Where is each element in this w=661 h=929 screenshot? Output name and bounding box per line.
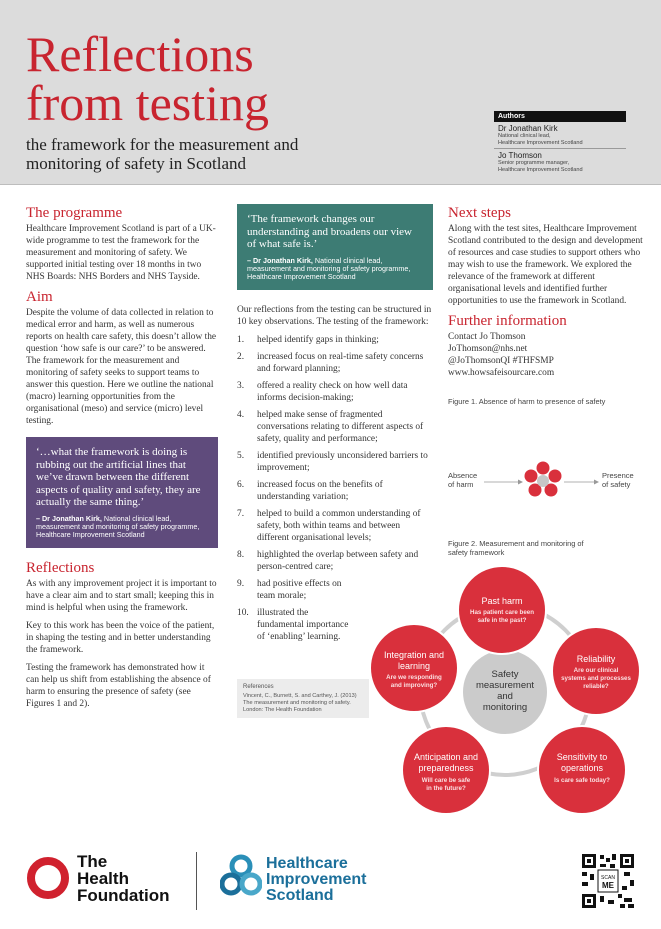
figure2-diagram: [360, 540, 661, 815]
dimension-title: preparedness: [418, 763, 474, 773]
figure1-arrowhead-right: [594, 480, 599, 485]
observation-text: highlighted the overlap between safety and person-centred care;: [257, 550, 419, 573]
quote-attribution: [247, 257, 423, 282]
observation-item: [237, 409, 433, 445]
reflections-paragraph: As with any improvement project it is important to have a clear aim and to start small; keeping this in mind is helpful when using the framework.: [26, 579, 217, 614]
references-text: Vincent, C., Burnett, S. and Carthey, J. (2013) The measurement and monitoring of safety. London: The Health Foundation: [243, 692, 357, 713]
figure1-left-label: of harm: [448, 480, 474, 489]
contact-email[interactable]: JoThomson@nhs.net: [448, 344, 528, 354]
dimension-anticipation: [402, 726, 490, 814]
figure2-caption: Figure 2. Measurement and monitoring of: [448, 540, 584, 548]
observation-number: 4.: [237, 410, 245, 421]
observation-number: 7.: [237, 509, 245, 520]
observation-number: 10.: [237, 608, 249, 619]
dimension-reliability: [552, 627, 640, 715]
dimension-question: Will care be safe: [421, 777, 471, 784]
contact-website[interactable]: www.howsafeisourcare.com: [448, 368, 555, 378]
his-line: Scotland: [266, 887, 334, 904]
dimension-question: and improving?: [390, 682, 438, 689]
contact-twitter[interactable]: @JoThomsonQI #THFSMP: [448, 356, 554, 366]
figure1-petal: [525, 470, 538, 483]
further-info-heading: Further information: [448, 313, 567, 329]
quote-box-kirk: [26, 437, 218, 548]
dimension-past-harm: [458, 566, 546, 654]
observation-number: 2.: [237, 352, 245, 363]
dimension-question: in the future?: [426, 785, 466, 792]
authors-heading: Authors: [494, 111, 626, 122]
references-heading: References: [243, 684, 274, 691]
figure1-left-label: Absence: [448, 471, 478, 480]
dimension-title: operations: [560, 763, 604, 773]
author-role: National clinical lead,: [498, 133, 551, 139]
dimension-question: reliable?: [583, 683, 609, 690]
qr-code-icon[interactable]: [580, 852, 636, 910]
poster-title: [26, 26, 270, 131]
observation-text: helped to build a common understanding of safety, both within teams and between different organisational levels;: [257, 509, 421, 544]
author-name: Dr Jonathan Kirk: [498, 124, 558, 133]
dimension-question: Are our clinical: [573, 667, 619, 674]
authors-box: [494, 111, 626, 175]
programme-text: Healthcare Improvement Scotland is part of a UK-wide programme to test the framework for the measurement and monitoring of safety. We supported initial testing over 18 months in two NHS Boards: NHS Borders and NHS Tayside.: [26, 224, 216, 282]
author-role: Healthcare Improvement Scotland: [498, 139, 583, 146]
reflections-heading: Reflections: [26, 560, 95, 577]
observation-number: 5.: [237, 451, 245, 462]
figure1-diagram: [448, 452, 644, 512]
healthcare-improvement-scotland-logo-text: [266, 856, 366, 904]
observation-number: 1.: [237, 335, 245, 346]
health-foundation-logo-text: [77, 853, 170, 904]
left-column: [26, 205, 218, 716]
observation-number: 3.: [237, 381, 245, 392]
quote-text: ‘…what the framework is doing is rubbing out the artificial lines that we’ve drawn between the different aspects of quality and safety, they are actually the same thing.’: [36, 446, 201, 508]
observation-item: [237, 450, 433, 474]
observation-number: 9.: [237, 579, 245, 590]
references-box: [237, 679, 369, 718]
figure1-center: [537, 475, 549, 487]
programme-heading: The programme: [26, 205, 123, 221]
figure2-center-label: measurement: [475, 680, 535, 691]
observation-item: [237, 607, 355, 643]
observation-item: [237, 578, 347, 602]
poster-subtitle: the framework for the measurement and monitoring of safety in Scotland: [26, 135, 299, 173]
author-name: Jo Thomson: [498, 151, 542, 160]
next-steps-heading: Next steps: [448, 205, 511, 221]
hf-line: Foundation: [77, 886, 170, 905]
quote-author-role: National clinical lead, measurement and monitoring of safety programme, Healthcare Improvement Scotland: [36, 513, 200, 539]
figure2-center-label: Safety: [491, 669, 519, 680]
hf-line: Health: [77, 869, 129, 888]
observation-text: helped make sense of fragmented conversations relating to different aspects of safety, quality and performance;: [257, 410, 424, 445]
dimension-integration: [370, 624, 458, 712]
footer-divider: [196, 852, 197, 910]
figure1-arrowhead-left: [518, 480, 523, 485]
quote-box-top: [237, 204, 433, 290]
his-line: Improvement: [266, 871, 367, 888]
observation-number: 6.: [237, 480, 245, 491]
observation-text: increased focus on the benefits of understanding variation;: [257, 480, 383, 503]
his-line: Healthcare: [266, 855, 348, 872]
author-role: Senior programme manager,: [498, 160, 570, 166]
next-steps-text: Along with the test sites, Healthcare Improvement Scotland contributed to the design and development of resources and case studies to support others who may wish to use the framework. We explored the relevance of the framework at different organisational levels and identified further opportunities to use the framework in Scotland.: [448, 224, 643, 306]
contact-name: Contact Jo Thomson: [448, 332, 526, 342]
health-foundation-logo-icon: [26, 856, 70, 900]
aim-text: Despite the volume of data collected in relation to medical error and harm, as well as numerous reports on health care safety, this doesn’t allow the question ‘how safe is our care?’ to be answered. The framework for the measurement and monitoring of safety seeks to support teams to answer this question. Here we outline the national (macro) learning opportunities from the organisational (meso) and service (micro) level testing.: [26, 308, 217, 426]
qr-label: SCAN: [601, 875, 615, 881]
observation-item: [237, 380, 433, 404]
observation-text: identified previously unconsidered barriers to improvement;: [257, 451, 428, 474]
title-line-2: from testing: [26, 75, 270, 131]
dimension-question: Has patient care been: [470, 609, 534, 616]
figure2-caption: safety framework: [448, 548, 505, 557]
hf-line: The: [77, 852, 108, 871]
dimension-sensitivity: [538, 726, 626, 814]
observation-text: helped identify gaps in thinking;: [257, 335, 379, 346]
observation-item: [237, 334, 433, 346]
right-column: [448, 205, 644, 406]
dimension-title: Reliability: [576, 654, 616, 664]
quote-text: ‘The framework changes our understanding and broadens our view of what safe is.’: [247, 213, 412, 250]
figure1-right-label: of safety: [602, 480, 631, 489]
dimension-title: Sensitivity to: [556, 752, 608, 762]
observation-text: offered a reality check on how well data informs decision-making;: [257, 381, 408, 404]
header-banner: [0, 0, 661, 185]
observation-text: increased focus on real-time safety concerns and forward planning;: [257, 352, 424, 375]
dimension-question: Are we responding: [386, 674, 442, 681]
observation-text: had positive effects on team morale;: [257, 579, 342, 602]
observation-number: 8.: [237, 550, 245, 561]
dimension-title: Past harm: [481, 596, 523, 606]
figure1-right-label: Presence: [602, 471, 634, 480]
footer: [0, 838, 661, 929]
figure1-petal: [537, 462, 550, 475]
figure1-petal: [549, 470, 562, 483]
figure2-center-label: and: [497, 691, 513, 702]
reflections-paragraph: Key to this work has been the voice of the patient, in shaping the testing and in better understanding the framework.: [26, 621, 215, 656]
observations-intro: Our reflections from the testing can be structured in 10 key observations. The testing of the framework:: [237, 305, 432, 328]
title-line-1: Reflections: [26, 26, 254, 82]
author-role: Healthcare Improvement Scotland: [498, 166, 583, 173]
quote-author: – Dr Jonathan Kirk,: [247, 255, 313, 265]
aim-heading: Aim: [26, 289, 53, 305]
figure1-caption: Figure 1. Absence of harm to presence of safety: [448, 397, 606, 406]
quote-attribution: [36, 515, 208, 540]
figure1-flower: [525, 462, 562, 497]
dimension-question: systems and processes: [561, 675, 631, 682]
author-entry: [494, 122, 626, 149]
quote-author: – Dr Jonathan Kirk,: [36, 513, 102, 523]
observation-item: [237, 351, 433, 375]
reflections-paragraph: Testing the framework has demonstrated how it can help us shift from establishing the absence of harm to ensuring the presence of safety (see Figures 1 and 2).: [26, 663, 211, 710]
dimension-title: Anticipation and: [413, 752, 479, 762]
quote-author-role: National clinical lead, measurement and monitoring of safety programme, Healthcare Improvement Scotland: [247, 255, 411, 281]
dimension-question: safe in the past?: [477, 617, 527, 624]
dimension-question: Is care safe today?: [554, 777, 610, 784]
author-entry: [494, 149, 626, 175]
dimension-title: learning: [397, 661, 431, 671]
figure2-center-label: monitoring: [482, 702, 528, 713]
healthcare-improvement-scotland-logo-icon: [220, 852, 262, 906]
observation-item: [237, 479, 433, 503]
dimension-title: Integration and: [383, 650, 445, 660]
observation-item: [237, 508, 433, 544]
observation-text: illustrated the fundamental importance of ‘enabling’ learning.: [257, 608, 349, 643]
qr-label: ME: [602, 881, 614, 890]
